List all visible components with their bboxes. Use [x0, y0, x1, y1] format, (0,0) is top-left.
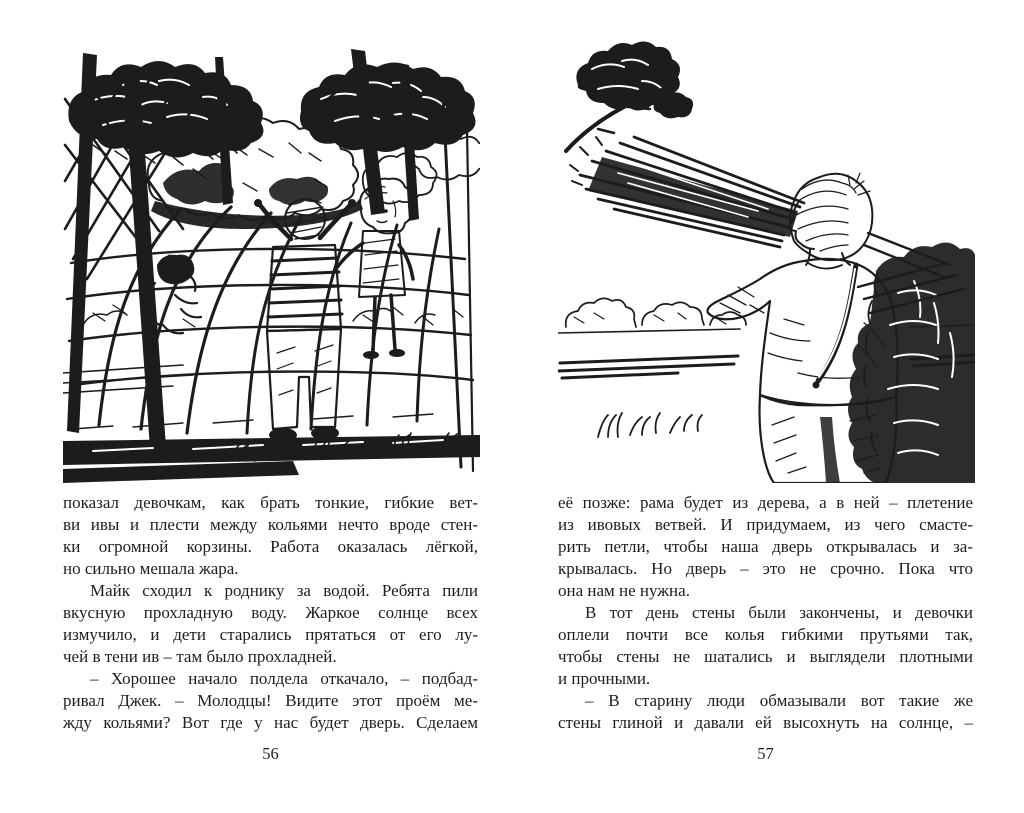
leafy-bundle-right	[848, 233, 975, 483]
text-line: рить петли, чтобы наша дверь открывалась и за-	[558, 537, 973, 556]
text-line: В тот день стены были закончены, и девочки	[585, 603, 973, 622]
page-number: 56	[262, 744, 279, 763]
branch-top-left	[566, 41, 693, 151]
text-line: стены глиной и давали ей высохнуть на солнце, –	[558, 713, 973, 732]
text-line: вкусную прохладную воду. Жаркое солнце всех	[63, 603, 478, 622]
text-line: показал девочкам, как брать тонкие, гибкие вет-	[63, 493, 478, 512]
stick-bundle	[570, 137, 804, 247]
illustration-children-weaving-hut	[63, 33, 480, 483]
text-line: ривал Джек. – Молодцы! Видите этот проём ме-	[63, 691, 478, 710]
right-page-text	[558, 492, 973, 734]
text-line: измучило, и дети старались прятаться от его лу-	[63, 625, 478, 644]
text-line: – В старину люди обмазывали вот такие же	[585, 691, 973, 710]
text-line: из ивовых ветвей. И придумаем, из чего смасте-	[558, 515, 973, 534]
text-line: ки огромной корзины. Работа оказалась лёгкой,	[63, 537, 478, 556]
page-number: 57	[757, 744, 774, 763]
text-line: крывалась. Но дверь – это не срочно. Пока что	[558, 559, 973, 578]
text-line: ви ивы и плести между кольями нечто вроде стен-	[63, 515, 478, 534]
tree-canopy-right	[300, 62, 480, 179]
illustration-boy-carrying-branches	[558, 33, 975, 483]
text-line: – Хорошее начало полдела откачало, – подбад-	[90, 669, 478, 688]
text-line: оплели почти все колья гибкими прутьями так,	[558, 625, 973, 644]
text-line: но сильно мешала жара.	[63, 559, 239, 578]
text-line: она нам не нужна.	[558, 581, 690, 600]
text-line: чтобы стены не шатались и выглядели плотными	[558, 647, 973, 666]
grass-tuft	[598, 413, 702, 437]
text-line: чей в тени ив – там было прохладней.	[63, 647, 337, 666]
text-line: и прочными.	[558, 669, 651, 688]
pole-over-girl	[417, 229, 439, 421]
text-line: Майк сходил к роднику за водой. Ребята пили	[90, 581, 478, 600]
left-page-text	[63, 492, 478, 734]
boy-figure	[254, 199, 356, 442]
text-line: жду кольями? Вот где у нас будет дверь. Сделаем	[63, 713, 478, 732]
text-line: её позже: рама будет из дерева, а в ней – плетение	[558, 493, 973, 512]
